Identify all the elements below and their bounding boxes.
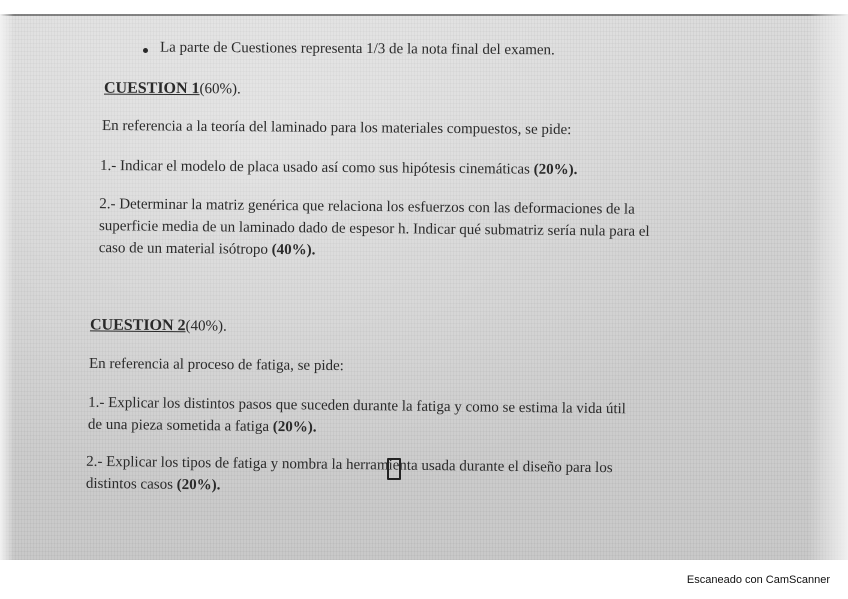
question-1-item-2-line-2: superficie media de un laminado dado de espesor h. Indicar qué submatriz sería nula para el	[98, 218, 650, 240]
question-2-item-1	[88, 392, 626, 443]
bullet-icon	[143, 48, 148, 53]
question-1-item-1-pct: (20%).	[533, 161, 578, 179]
question-2-item-1-line-2-text: de una pieza sometida a fatiga	[87, 416, 273, 435]
exam-page	[0, 14, 848, 560]
question-2-item-2-pct: (20%).	[176, 476, 221, 494]
question-1-intro: En referencia a la teoría del laminado para los materiales compuestos, se pide:	[101, 117, 572, 139]
question-2-intro: En referencia al proceso de fatiga, se pide:	[88, 355, 344, 375]
question-1-item-2-line-1: 2.- Determinar la matriz genérica que relaciona los esfuerzos con las deformaciones de la	[99, 196, 635, 218]
question-1-title: CUESTION 1	[103, 79, 200, 98]
question-1-item-2-pct: (40%).	[271, 241, 316, 259]
question-2-item-1-pct: (20%).	[272, 418, 317, 436]
question-1-heading	[104, 80, 241, 99]
text-cursor-icon	[387, 458, 401, 480]
camscanner-watermark: Escaneado con CamScanner	[686, 574, 830, 586]
question-1-item-2	[99, 193, 650, 265]
question-1-item-1-text: 1.- Indicar el modelo de placa usado así como sus hipótesis cinemáticas	[99, 157, 534, 178]
question-1-weight: (60%).	[199, 81, 241, 98]
question-2-item-2-line-2-text: distintos casos	[85, 475, 177, 493]
bullet-note: La parte de Cuestiones representa 1/3 de la nota final del examen.	[159, 39, 555, 59]
question-2-item-2-line-1: 2.- Explicar los tipos de fatiga y nombra la herramienta usada durante el diseño para los	[86, 453, 613, 477]
question-2-weight: (40%).	[185, 318, 227, 335]
question-2-title: CUESTION 2	[89, 316, 186, 335]
question-2-heading	[90, 316, 227, 335]
question-2-item-2	[86, 451, 613, 501]
scanned-photo	[0, 14, 848, 560]
question-1-item-2-line-3-text: caso de un material isótropo	[98, 240, 272, 258]
question-1-item-1	[100, 158, 578, 179]
question-2-item-1-line-1: 1.- Explicar los distintos pasos que suceden durante la fatiga y como se estima la vida útil	[88, 394, 626, 418]
